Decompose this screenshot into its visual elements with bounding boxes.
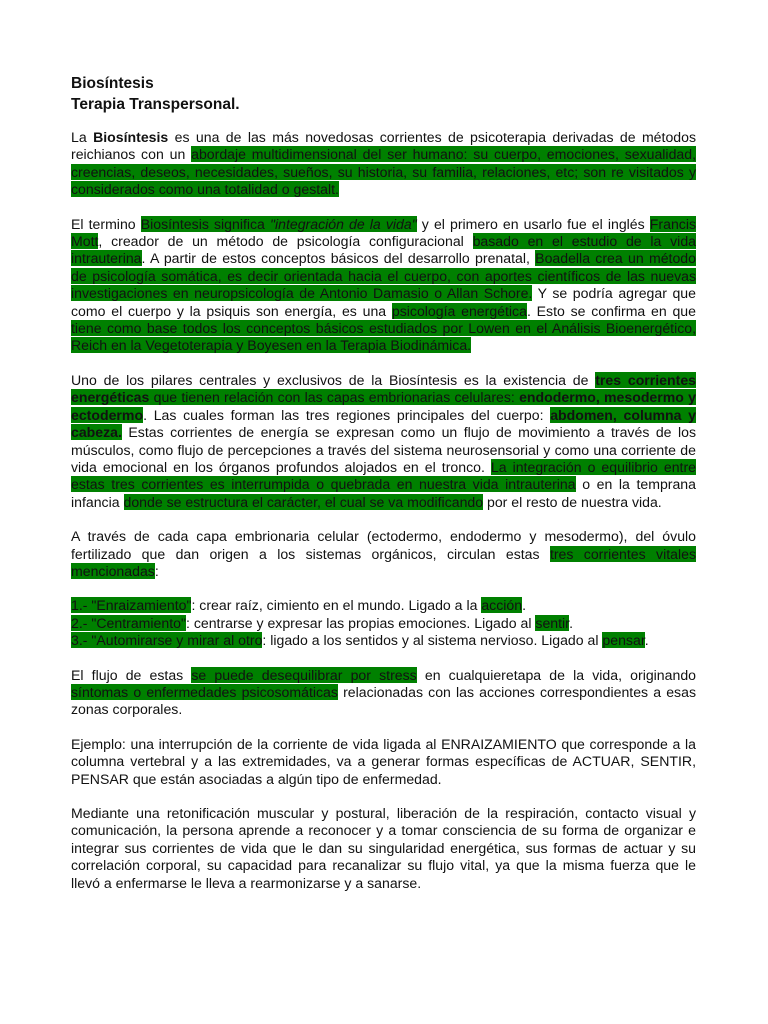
highlighted-text: tres corrientes energéticas: [71, 371, 697, 406]
text-run: Y se podría agregar que como el cuerpo y la psiquis son energía, es una: [71, 285, 696, 319]
paragraph-example: [71, 736, 696, 788]
highlighted-text: tres corrientes vitales mencionadas: [71, 545, 696, 579]
highlighted-text: basado en el estudio de la vida intrauterina: [71, 233, 696, 267]
text-run: , creador de un método de psicología configuracional: [98, 233, 473, 250]
list-item: [71, 615, 696, 632]
text-run: .: [569, 614, 573, 631]
highlighted-text: se puede desequilibrar por stress: [191, 666, 417, 683]
text-run: Ejemplo: una interrupción de la corriente de vida ligada al ENRAIZAMIENTO que corresponde a la columna vertebral y a las extremidades, va a generar formas específicas de ACTUAR, SENTIR, PENSAR que están asociadas a algún tipo de enfermedad.: [71, 735, 696, 787]
text-run: . Las cuales forman las tres regiones principales del cuerpo:: [143, 406, 551, 423]
text-run: A través de cada capa embrionaria celular (ectodermo, endodermo y mesodermo), del óvulo fertilizado que dan origen a los sistemas orgánicos, circulan estas: [71, 528, 696, 562]
paragraph-currents: [71, 372, 696, 511]
text-run: por el resto de nuestra vida.: [483, 493, 662, 510]
highlighted-text: Francis Mott: [71, 215, 697, 250]
text-run: . Esto se confirma en que: [526, 302, 696, 319]
text-run: El flujo de estas: [71, 666, 192, 683]
paragraph-layers: [71, 528, 696, 580]
paragraph-method: [71, 805, 696, 892]
text-run: Biosíntesis: [93, 129, 169, 145]
highlighted-text: donde se estructura el carácter, el cual se va modificando: [123, 493, 484, 510]
list-item: [71, 632, 696, 649]
text-run: relacionadas con las acciones correspondientes a esas zonas corporales.: [71, 683, 696, 718]
highlighted-text: endodermo, mesodermo y ectodermo: [71, 389, 696, 423]
list-item: [71, 597, 696, 614]
text-run: La: [71, 129, 94, 145]
highlighted-text: síntomas o enfermedades psicosomáticas: [71, 683, 338, 700]
text-run: .: [522, 597, 526, 614]
text-run: Mediante una retonificación muscular y postural, liberación de la respiración, contacto visual y comunicación, la persona aprende a reconocer y a tomar consciencia de su forma de organizar e integrar sus corrientes de vida que le dan su singularidad energética, sus formas de actuar y su correlación corporal, su capacidad para recanalizar su flujo vital, ya que la misma fuerza que le llevó a enfermarse le lleva a rearmonizarse y a sanarse.: [71, 805, 696, 891]
highlighted-text: sentir: [535, 614, 570, 631]
highlighted-text: 3.- "Automirarse y mirar al otro: [71, 632, 263, 649]
text-run: : ligado a los sentidos y al sistema nervioso. Ligado al: [262, 632, 603, 649]
text-run: es una de las más novedosas corrientes de psicoterapia derivadas de métodos reichianos con un: [71, 129, 697, 163]
highlighted-text: psicología energética: [391, 302, 527, 319]
text-run: .: [644, 632, 649, 649]
highlighted-text: La integración o equilibrio entre estas tres corrientes es interrumpida o quebrada en nuestra vida intrauterina: [71, 458, 696, 493]
paragraph-intro: [71, 129, 696, 199]
text-run: o en la temprana infancia: [71, 476, 696, 510]
highlighted-text: 1.- "Enraizamiento": [71, 597, 192, 614]
paragraph-stress: [71, 667, 696, 719]
highlighted-text: "integración de la vida": [269, 215, 417, 232]
text-run: El termino: [71, 215, 141, 232]
highlighted-text: abdomen, columna y cabeza.: [71, 406, 696, 441]
highlighted-text: Biosíntesis significa: [140, 215, 270, 232]
highlighted-text: abordaje multidimensional del ser humano: su cuerpo, emociones, sexualidad, creencias, deseos, necesidades, sueños, su historia, su familia, relaciones, etc; son re visitados y considerados como una totalidad o gestalt.: [71, 146, 696, 198]
text-run: y el primero en usarlo fue el inglés: [416, 215, 650, 232]
document-subtitle: Terapia Transpersonal.: [71, 96, 240, 113]
highlighted-text: pensar: [602, 632, 645, 649]
highlighted-text: Boadella crea un método de psicología somática, es decir orientada hacia el cuerpo, con aportes científicos de las nuevas investigaciones en neuropsicología de Antonio Damasio o Allan Schore.: [71, 250, 696, 302]
paragraph-origin: [71, 216, 696, 355]
currents-list: [71, 597, 696, 649]
text-run: : centrarse y expresar las propias emociones. Ligado al: [185, 614, 536, 631]
text-run: Uno de los pilares centrales y exclusivos de la Biosíntesis es la existencia de: [71, 371, 596, 388]
text-run: :: [154, 562, 159, 579]
text-run: en cualquieretapa de la vida, originando: [416, 666, 696, 683]
highlighted-text: acción: [481, 597, 523, 614]
highlighted-text: que tienen relación con las capas embrionarias celulares:: [149, 389, 520, 406]
highlighted-text: 2.- "Centramiento": [71, 614, 186, 631]
text-run: . A partir de estos conceptos básicos del desarrollo prenatal,: [141, 250, 536, 267]
highlighted-text: tiene como base todos los conceptos básicos estudiados por Lowen en el Análisis Bioenergético, Reich en la Vegetoterapia y Boyesen en la Terapia Biodinámica.: [71, 320, 696, 354]
text-run: : crear raíz, cimiento en el mundo. Ligado a la: [191, 597, 482, 614]
document-title: Biosíntesis: [71, 75, 154, 92]
text-run: Estas corrientes de energía se expresan como un flujo de movimiento a través de los músculos, como flujo de percepciones a través del sistema neurosensorial y como una corriente de vida emocional en los órganos profundos alojados en el tronco.: [71, 424, 696, 475]
